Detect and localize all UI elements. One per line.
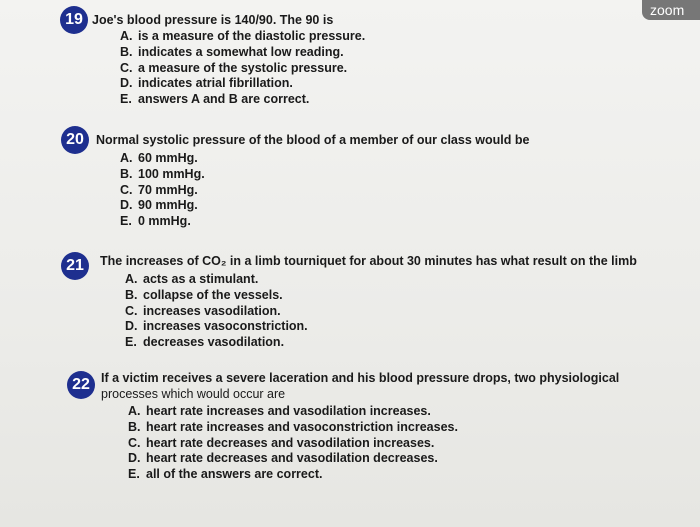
answer-option-b[interactable]: B. 100 mmHg. (120, 166, 205, 181)
answer-option-c[interactable]: C. 70 mmHg. (120, 182, 198, 197)
answer-option-e[interactable]: E. all of the answers are correct. (128, 467, 323, 482)
answer-option-e[interactable]: E. decreases vasodilation. (125, 335, 285, 350)
answer-option-d[interactable]: D. increases vasoconstriction. (125, 319, 308, 334)
question-stem: Joe's blood pressure is 140/90. The 90 is (92, 13, 334, 27)
question-stem: The increases of CO₂ in a limb tourniquet for about 30 minutes has what result on the limb (100, 254, 637, 268)
answer-option-e[interactable]: E. 0 mmHg. (120, 214, 191, 229)
answer-option-e[interactable]: E. answers A and B are correct. (120, 92, 310, 107)
answer-option-d[interactable]: D. 90 mmHg. (120, 198, 198, 213)
answer-option-a[interactable]: A. is a measure of the diastolic pressure. (120, 29, 366, 43)
question-number-badge: 20 (61, 126, 89, 154)
question-number-badge: 22 (67, 371, 95, 399)
zoom-button[interactable]: zoom (642, 0, 700, 20)
question-number-badge: 21 (61, 252, 89, 280)
answer-option-a[interactable]: A. heart rate increases and vasodilation increases. (128, 404, 431, 418)
question-stem-line-2: processes which would occur are (101, 387, 286, 401)
answer-option-c[interactable]: C. heart rate decreases and vasodilation increases. (128, 435, 435, 450)
answer-options (128, 404, 458, 483)
answer-options (120, 151, 205, 230)
question-number-badge: 19 (60, 6, 88, 34)
question-stem: Normal systolic pressure of the blood of a member of our class would be (96, 133, 530, 147)
answer-options (120, 29, 365, 108)
answer-option-d[interactable]: D. heart rate decreases and vasodilation decreases. (128, 451, 438, 466)
answer-option-a[interactable]: A. acts as a stimulant. (125, 272, 259, 286)
answer-option-b[interactable]: B. collapse of the vessels. (125, 287, 283, 302)
answer-option-b[interactable]: B. indicates a somewhat low reading. (120, 44, 344, 59)
question-stem-line-1: If a victim receives a severe laceration and his blood pressure drops, two physiological (101, 371, 620, 385)
answer-option-a[interactable]: A. 60 mmHg. (120, 151, 198, 165)
answer-option-b[interactable]: B. heart rate increases and vasoconstriction increases. (128, 419, 458, 434)
answer-options (125, 272, 308, 351)
answer-option-d[interactable]: D. indicates atrial fibrillation. (120, 76, 293, 91)
answer-option-c[interactable]: C. increases vasodilation. (125, 303, 281, 318)
answer-option-c[interactable]: C. a measure of the systolic pressure. (120, 60, 348, 75)
